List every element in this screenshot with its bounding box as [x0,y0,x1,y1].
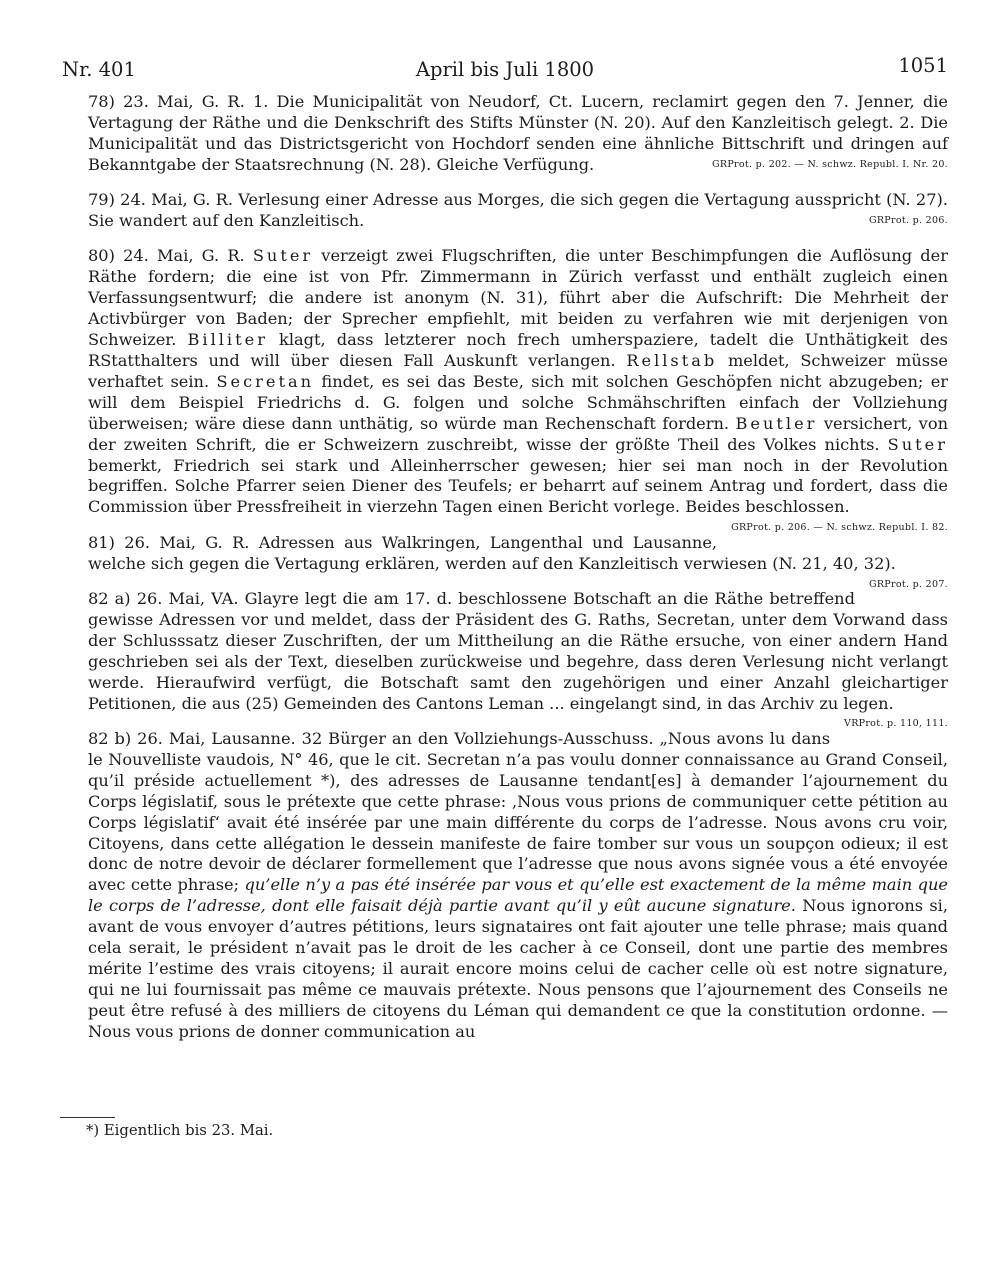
speaker-name: Beutler [735,413,818,433]
entry-number: 78) [88,92,115,111]
speaker-name: Secretan [216,371,315,391]
entry-78 [60,92,948,176]
text-segment: 26. Mai, Lausanne. 32 Bürger an den Vollziehungs-Ausschuss. „Nous avons lu dans le Nouvelliste vaudois, N° 46, que le cit. Secretan n’a pas voulu donner connaissance au Grand Conseil, qu’il préside actuellement *), des adresses de Lausanne tendant[es] à demander l’ajournement du Corps législatif, sous le prétexte que cette phrase: ,Nous vous prions de communiquer cette pétition au Corps législatif‘ avait été insérée par une main différente du corps de l’adresse. Nous avons cru voir, Citoyens, dans cette allégation le dessein manifeste de faire tomber sur vous un soupçon odieux; il est donc de notre devoir de déclarer formellement que l’adresse que nous avons signée vous a été envoyée avec cette phrase; [88,728,948,895]
entry-text [88,729,948,1041]
text-segment: 24. Mai, G. R. [123,246,253,266]
entry-text [88,589,948,713]
speaker-name: Billiter [187,330,268,350]
source-reference: GRProt. p. 206. [868,215,948,227]
source-reference: VRProt. p. 110, 111. [844,718,948,730]
text-segment: meldet, Schweizer müsse verhaftet sein. [88,350,948,391]
text-segment: 26. Mai, G. R. Adressen aus Walkringen, Langenthal und Lausanne, welche sich gegen die Vertagung erklären, werden auf den Kanzleitisch verwiesen (N. 21, 40, 32). [88,532,896,573]
document-number: Nr. 401 [62,58,136,81]
entry-number: 79) [88,190,115,210]
source-reference: GRProt. p. 206. — N. schwz. Republ. I. 82. [731,522,948,534]
text-segment: klagt, dass letzterer noch frech umherspaziere, tadelt die Unthätigkeit des RStatthalters und will über diesen Fall Auskunft verlangen. [88,330,948,370]
text-segment: bemerkt, Friedrich sei stark und Alleinherrscher gewesen; hier sei man noch in der Revolution begriffen. Solche Pfarrer seien Diener des Teufels; er beharrt auf seinem Antrag und fordert, dass die Commission über Pressfreiheit in vierzehn Tagen einen Bericht vorlege. Beides beschlossen. [88,455,948,517]
text-segment: verzeigt zwei Flugschriften, die unter Beschimpfungen die Auflösung der Räthe fordern; die eine ist von Pfr. Zimmermann in Zürich verfasst und enthält zugleich einen Verfassungsentwurf; die andere ist anonym (N. 31), führt aber die Aufschrift: Die Mehrheit der Activbürger von Baden; der Sprecher empfiehlt, mit beiden zu verfahren wie mit derjenigen von Schweizer. [88,246,948,350]
text-segment: 24. Mai, G. R. Verlesung einer Adresse aus Morges, die sich gegen die Vertagung ausspricht (N. 27). Sie wandert auf den Kanzleitisch. [88,190,948,231]
entry-79 [60,190,948,232]
text-segment: 23. Mai, G. R. 1. Die Municipalität von Neudorf, Ct. Lucern, reclamirt gegen den 7. Jenner, die Vertagung der Räthe und die Denkschrift des Stifts Münster (N. 20). Auf den Kanzleitisch gelegt. 2. Die Municipalität und das Districtsgericht von Hochdorf senden eine ähnliche Bittschrift und dringen auf Bekanntgabe der Staatsrechnung (N. 28). Gleiche Verfügung. [88,92,948,174]
entry-number: 82 b) [88,728,132,748]
source-reference: GRProt. p. 207. [868,578,948,590]
entry-82b [60,729,948,1043]
text-segment: findet, es sei das Beste, sich mit solchen Geschöpfen nicht abzugeben; er will dem Beispiel Friedrichs d. G. folgen und solche Schmähschriften einfach der Vollziehung überweisen; wäre diese dann unthätig, so würde man Rechenschaft fordern. [88,371,949,433]
text-segment: Nous ignorons si, avant de vous envoyer d’autres pétitions, leurs signataires ont fait ajouter une telle phrase; mais quand cela serait, le président n’avait pas le droit de les cacher à ce Conseil, dont une partie des membres mérite l’estime des vrais citoyens; il aurait encore moins celui de cacher celle où est notre signature, qui ne lui fournissait pas même ce mauvais prétexte. Nous pensons que l’ajournement des Conseils ne peut être refusé à des milliers de citoyens du Léman qui demandent ce que la constitution ordonne. — Nous vous prions de donner communication au [88,896,948,1041]
entry-81 [60,532,948,590]
body-text [60,92,948,1057]
speaker-name: Suter [887,434,948,454]
footnote: *) Eigentlich bis 23. Mai. [86,1122,274,1139]
text-segment: 26. Mai, VA. Glayre legt die am 17. d. beschlossene Botschaft an die Räthe betreffend gewisse Adressen vor und meldet, dass der Präsident des G. Raths, Secretan, unter dem Vorwand dass der Schlusssatz dieser Zuschriften, der um Mittheilung an die Räthe ersuche, von einer andern Hand geschrieben sei als der Text, dieselben zurückweise und begehre, dass deren Verlesung nicht verlangt werde. Hieraufwird verfügt, die Botschaft samt den zugehörigen und einer Anzahl gleichartiger Petitionen, die aus (25) Gemeinden des Cantons Leman ... eingelangt sind, in das Archiv zu legen. [88,589,948,713]
entry-80 [60,246,949,534]
entry-82a [60,589,948,730]
italic-passage: qu’elle n’y a pas été insérée par vous et qu’elle est exactement de la même main que le corps de l’adresse, dont elle faisait déjà partie avant qu’il y eût aucune signature. [88,875,948,916]
entry-number: 80) [88,246,115,266]
page-title: April bis Juli 1800 [415,58,595,81]
speaker-name: Suter [252,246,314,266]
entry-number: 82 a) [88,589,131,609]
text-segment: versichert, von der zweiten Schrift, die er Schweizern zuschreibt, wisse der größte Theil des Volkes nichts. [88,413,948,454]
speaker-name: Rellstab [626,350,718,370]
entry-text [88,190,948,230]
entry-number: 81) [88,532,115,552]
entry-text [88,533,896,573]
entry-text [88,246,948,516]
running-header [62,54,948,90]
footnote-rule [60,1117,115,1118]
page-number: 1051 [898,54,948,77]
source-reference: GRProt. p. 202. — N. schwz. Republ. I. Nr. 20. [712,158,948,170]
